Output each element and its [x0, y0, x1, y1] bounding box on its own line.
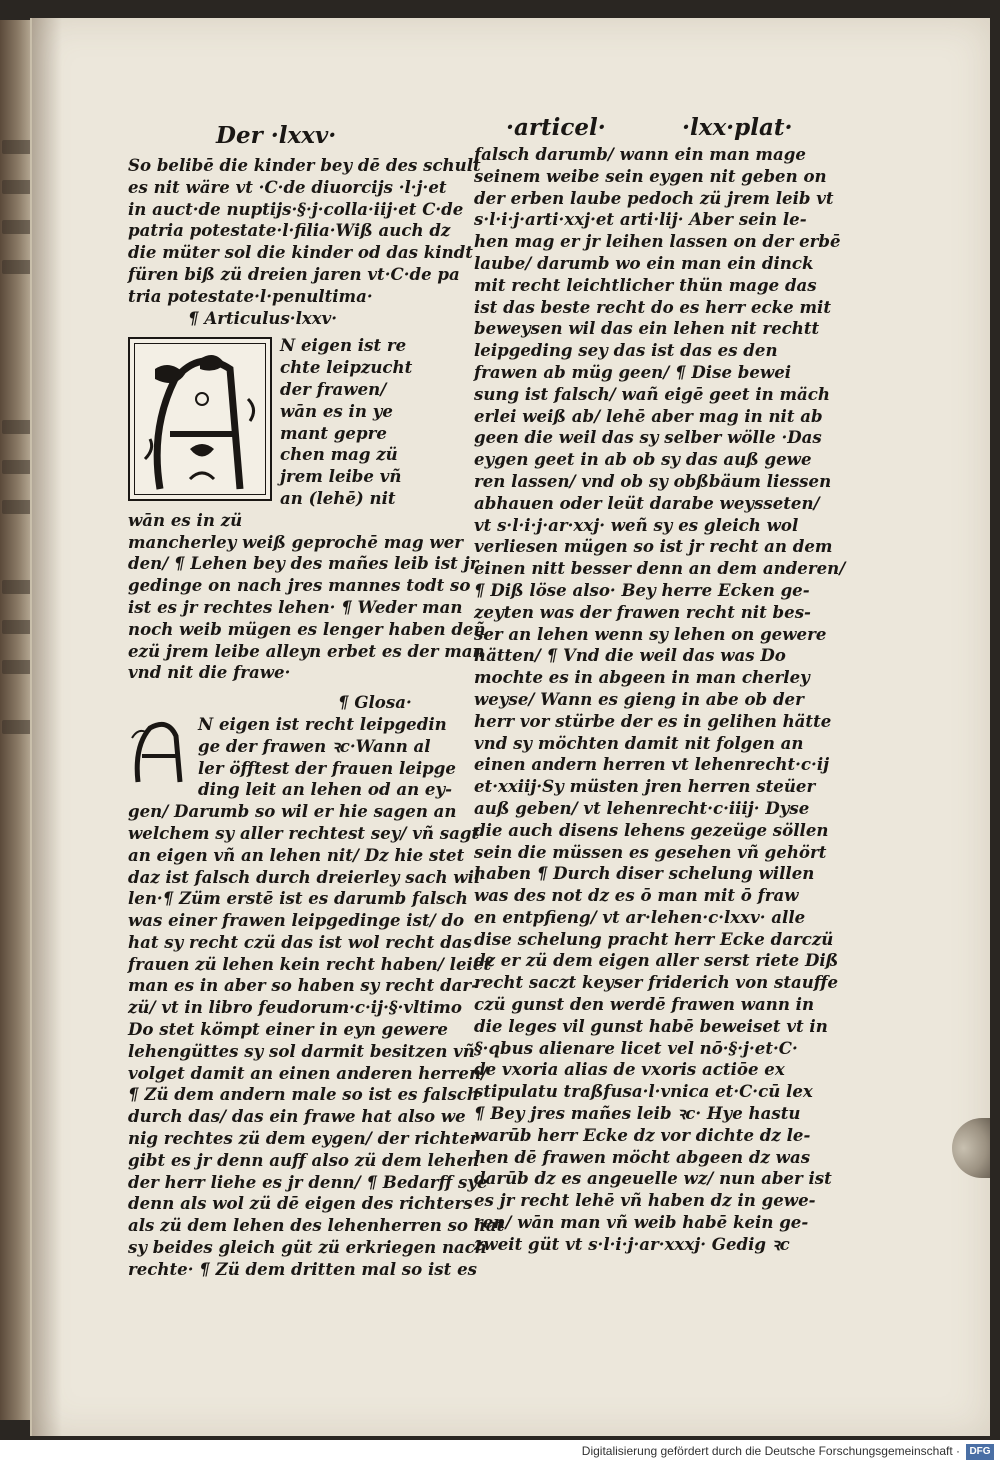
text-line: der erben laube pedoch zü jrem leib vt: [474, 187, 834, 208]
text-line: hätten/ ¶ Vnd die weil das was Do: [474, 645, 786, 666]
edge-text-fragment: [2, 500, 32, 514]
text-line: frauen zü lehen kein recht haben/ leiet: [128, 953, 492, 974]
text-line: an (lehē) nit: [280, 487, 396, 508]
text-line: mant gepre: [280, 422, 387, 443]
text-line: et·xxiij·Sy müsten jren herren steüer: [474, 776, 816, 797]
text-line: haben ¶ Durch diser schelung willen: [474, 863, 815, 884]
left-text-column: [128, 155, 505, 1281]
text-line: geen die weil das sy selber wölle ·Das: [474, 427, 822, 448]
text-line: ist es jr rechtes lehen· ¶ Weder man: [128, 596, 463, 617]
text-line: erlei weiß ab/ lehē aber mag in nit ab: [474, 405, 823, 426]
text-line: volget damit an einen anderen herren/: [128, 1062, 488, 1083]
edge-text-fragment: [2, 580, 32, 594]
text-line: man es in aber so haben sy recht dar-: [128, 975, 479, 996]
text-line: was einer frawen leipgedinge ist/ do: [128, 910, 465, 931]
article-body-with-initial: [128, 335, 430, 531]
glosa-heading: ¶ Glosa·: [338, 692, 412, 713]
text-line: was des not dz es ō man mit ō fraw: [474, 885, 799, 906]
text-line: chen mag zü: [280, 444, 398, 465]
text-line: zweit güt vt s·l·i·j·ar·xxxj· Gedig ꝛc: [474, 1233, 790, 1254]
text-line: einen andern herren vt lehenrecht·c·ij: [474, 754, 830, 775]
initial-glosa-icon: [128, 716, 190, 786]
text-line: darūb dz es angeuelle wz/ nun aber ist: [474, 1168, 832, 1189]
dfg-logo: DFG: [966, 1444, 994, 1460]
text-line: den/ ¶ Lehen bey des mañes leib ist jr: [128, 553, 479, 574]
decorated-initial-b: [128, 716, 190, 786]
text-line: es nit wäre vt ·C·de diuorcijs ·l·j·et: [128, 176, 447, 197]
header-left: Der ·lxxv·: [216, 122, 337, 149]
text-line: mit recht leichtlicher thün mage das: [474, 274, 817, 295]
text-line: czü gunst den werdē frawen wann in: [474, 994, 815, 1015]
header-right: ·lxx·plat·: [682, 114, 793, 141]
text-line: gen/ Darumb so wil er hie sagen an: [128, 801, 457, 822]
text-line: gedinge on nach jres mannes todt so: [128, 575, 471, 596]
text-line: ren lassen/ vnd ob sy obßbäum liessen: [474, 470, 832, 491]
article-heading: ¶ Articulus·lxxv·: [188, 307, 338, 328]
text-line: de vxoria alias de vxoris actiōe ex: [474, 1059, 785, 1080]
edge-text-fragment: [2, 180, 32, 194]
text-line: falsch darumb/ wann ein man mage: [474, 144, 806, 164]
text-line: die auch disens lehens gezeüge söllen: [474, 819, 829, 840]
text-line: So belibē die kinder bey dē des schult: [128, 155, 481, 175]
text-line: seinem weibe sein eygen nit geben on: [474, 165, 827, 186]
text-line: wān es in ye: [280, 400, 393, 421]
text-line: an eigen vñ an lehen nit/ Dz hie stet: [128, 844, 465, 865]
text-line: mancherley weiß geprochē mag wer: [128, 531, 464, 552]
text-line: ler öfftest der frauen leipge: [198, 757, 456, 778]
text-line: es jr recht lehē vñ haben dz in gewe-: [474, 1190, 816, 1211]
text-line: sy beides gleich güt zü erkriegen nach: [128, 1237, 487, 1258]
text-line: ser an lehen wenn sy lehen on gewere: [474, 623, 827, 644]
text-line: verliesen mügen so ist jr recht an dem: [474, 536, 833, 557]
text-line: ist das beste recht do es herr ecke mit: [474, 296, 832, 317]
text-line: mochte es in abgeen in man cherley: [474, 667, 810, 688]
text-line: nig rechtes zü dem eygen/ der richter: [128, 1128, 479, 1149]
text-line: §·qbus alienare licet vel nō·§·j·et·C·: [474, 1037, 798, 1058]
text-line: s·l·i·j·arti·xxj·et arti·lij· Aber sein le-: [474, 209, 807, 230]
text-line: N eigen ist recht leipgedin: [198, 713, 447, 734]
text-line: gibt es jr denn auff also zü dem lehen: [128, 1149, 480, 1170]
text-line: vnd nit die frawe·: [128, 662, 291, 683]
text-line: welchem sy aller rechtest sey/ vñ sagt: [128, 822, 480, 843]
text-line: patria potestate·l·filia·Wiß auch dz: [128, 220, 451, 241]
text-line: der herr liehe es jr denn/ ¶ Bedarff sye: [128, 1171, 488, 1192]
text-line: lehengüttes sy sol darmit besitzen vñ: [128, 1040, 475, 1061]
edge-text-fragment: [2, 620, 32, 634]
page-clasp: [952, 1118, 990, 1178]
text-line: Do stet kömpt einer in eyn gewere: [128, 1019, 448, 1040]
funding-notice: Digitalisierung gefördert durch die Deutsche Forschungsgemeinschaft ·: [581, 1444, 960, 1458]
right-text-column: [474, 144, 846, 1256]
text-line: stipulatu traßfusa·l·vnica et·C·cū lex: [474, 1081, 813, 1102]
text-line: denn als wol zü dē eigen des richters: [128, 1193, 473, 1214]
edge-text-fragment: [2, 420, 32, 434]
text-line: beweysen wil das ein lehen nit rechtt: [474, 318, 820, 339]
text-line: sung ist falsch/ wañ eigē geet in mäch: [474, 383, 830, 404]
left-mid-block: [128, 531, 486, 685]
text-line: vt s·l·i·j·ar·xxj· weñ sy es gleich wol: [474, 514, 799, 535]
edge-text-fragment: [2, 140, 32, 154]
text-line: rechte· ¶ Zü dem dritten mal so ist es: [128, 1258, 477, 1279]
text-line: tria potestate·l·penultima·: [128, 285, 373, 306]
text-line: sein die müssen es gesehen vñ gehört: [474, 841, 827, 862]
text-line: der frawen/: [280, 378, 387, 399]
text-line: jrem leibe vñ: [280, 466, 402, 487]
glosa-body-with-initial: [128, 713, 456, 801]
text-line: ¶ Bey jres mañes leib ꝛc· Hye hastu: [474, 1103, 801, 1124]
text-line: recht saczt keyser friderich von stauffe: [474, 972, 839, 993]
funding-footer: [0, 1440, 1000, 1464]
header-center: ·articel·: [506, 114, 606, 141]
initial-ornament-icon: [130, 339, 270, 499]
text-line: hen mag er jr leihen lassen on der erbē: [474, 231, 841, 252]
text-line: herr vor stürbe der es in gelihen hätte: [474, 710, 832, 731]
text-line: noch weib mügen es lenger haben deñ: [128, 618, 486, 639]
text-line: durch das/ das ein frawe hat also we: [128, 1106, 466, 1127]
text-line: frawen ab müg geen/ ¶ Dise bewei: [474, 361, 792, 382]
text-line: abhauen oder leüt darabe weysseten/: [474, 492, 820, 513]
text-line: dz er zü dem eigen aller serst riete Diß: [474, 950, 839, 971]
text-line: ge der frawen ꝛc·Wann al: [198, 735, 431, 756]
text-line: füren biß zü dreien jaren vt·C·de pa: [128, 263, 460, 284]
text-line: ezü jrem leibe alleyn erbet es der man: [128, 640, 485, 661]
text-line: chte leipzucht: [280, 357, 413, 378]
edge-text-fragment: [2, 220, 32, 234]
text-line: weyse/ Wann es gieng in abe ob der: [474, 688, 804, 709]
text-line: en entpfieng/ vt ar·lehen·c·lxxv· alle: [474, 906, 806, 927]
text-line: len·¶ Züm erstē ist es darumb falsch: [128, 888, 468, 909]
left-top-block: [128, 155, 481, 329]
text-line: leipgeding sey das ist das es den: [474, 340, 778, 361]
text-line: vnd sy möchten damit nit folgen an: [474, 732, 804, 753]
text-line: daz ist falsch durch dreierley sach wil: [128, 866, 481, 887]
text-line: zü/ vt in libro feudorum·c·ij·§·vltimo: [128, 997, 462, 1018]
text-line: ¶ Diß löse also· Bey herre Ecken ge-: [474, 579, 810, 600]
text-line: die leges vil gunst habē beweiset vt in: [474, 1015, 828, 1036]
text-line: eygen geet in ab ob sy das auß gewe: [474, 449, 812, 470]
text-line: dise schelung pracht herr Ecke darczü: [474, 928, 834, 949]
text-line: auß geben/ vt lehenrecht·c·iiij· Dyse: [474, 797, 810, 818]
edge-text-fragment: [2, 720, 32, 734]
text-line: hen dē frawen möcht abgeen dz was: [474, 1146, 811, 1167]
text-line: wān es in zü: [128, 509, 243, 530]
text-line: hat sy recht czü das ist wol recht das: [128, 931, 472, 952]
text-line: einen nitt besser denn an dem anderen/: [474, 558, 846, 579]
left-bottom-block: [128, 801, 505, 1281]
text-line: warūb herr Ecke dz vor dichte dz le-: [474, 1124, 811, 1145]
text-line: ren/ wān man vñ weib habē kein ge-: [474, 1212, 809, 1233]
text-line: laube/ darumb wo ein man ein dinck: [474, 252, 814, 273]
edge-text-fragment: [2, 660, 32, 674]
edge-text-fragment: [2, 260, 32, 274]
edge-text-fragment: [2, 460, 32, 474]
text-line: zeyten was der frawen recht nit bes-: [474, 601, 811, 622]
decorated-initial-a: [128, 337, 272, 501]
text-line: als zü dem lehen des lehenherren so hat: [128, 1215, 505, 1236]
text-line: ding leit an lehen od an ey-: [198, 779, 453, 800]
text-line: in auct·de nuptijs·§·j·colla·iij·et C·de: [128, 198, 464, 219]
text-line: N eigen ist re: [280, 335, 407, 356]
text-line: ¶ Zü dem andern male so ist es falsch: [128, 1084, 479, 1105]
text-line: die müter sol die kinder od das kindt: [128, 242, 473, 263]
